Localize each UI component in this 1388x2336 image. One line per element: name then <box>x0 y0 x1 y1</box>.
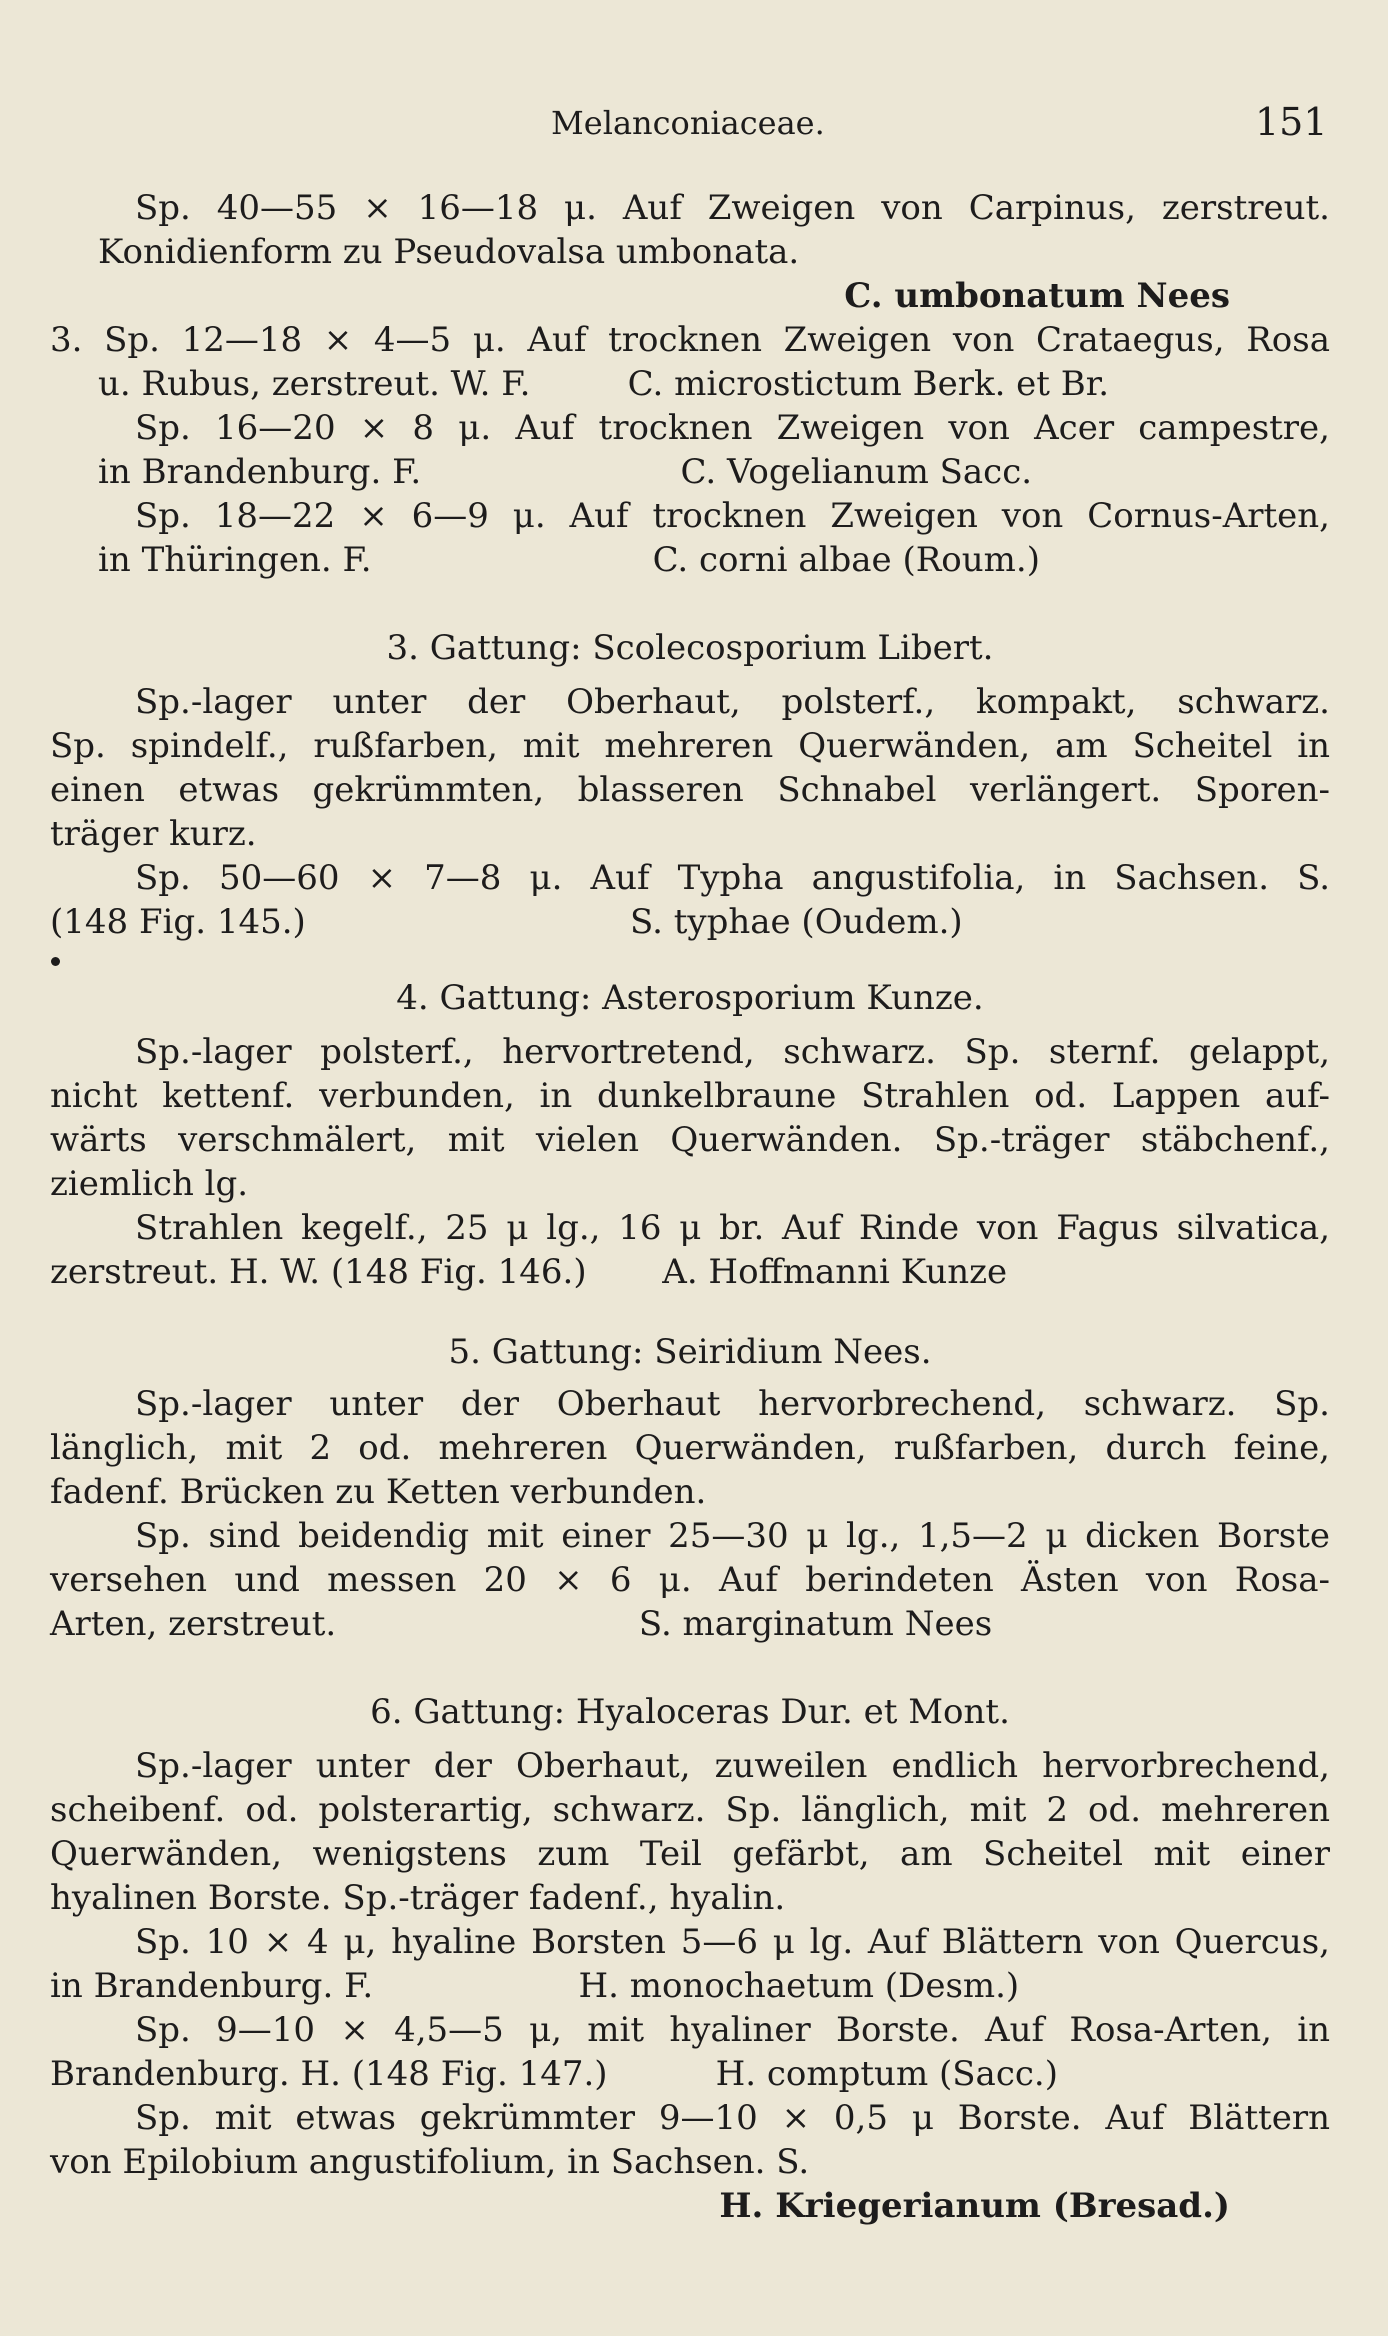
text-line: Sp. 18—22 × 6—9 μ. Auf trocknen Zweigen von Cornus-Arten, <box>135 496 1330 536</box>
text-line: in Thüringen. F. C. corni albae (Roum.) <box>98 540 1040 580</box>
ink-dot <box>51 957 60 966</box>
text-line: länglich, mit 2 od. mehreren Querwänden, rußfarben, durch feine, <box>50 1428 1330 1468</box>
text-line: einen etwas gekrümmten, blasseren Schnabel verlängert. Sporen- <box>50 770 1330 810</box>
text-line: Sp. sind beidendig mit einer 25—30 μ lg., 1,5—2 μ dicken Borste <box>135 1516 1330 1556</box>
text-line: Strahlen kegelf., 25 μ lg., 16 μ br. Auf Rinde von Fagus silvatica, <box>135 1208 1330 1248</box>
text-line: von Epilobium angustifolium, in Sachsen. S. <box>50 2142 810 2182</box>
text-line: in Brandenburg. F. H. monochaetum (Desm.) <box>50 1966 1020 2006</box>
text-line: Sp. mit etwas gekrümmter 9—10 × 0,5 μ Borste. Auf Blättern <box>135 2098 1330 2138</box>
text-line: Sp. 9—10 × 4,5—5 μ, mit hyaliner Borste. Auf Rosa-Arten, in <box>135 2010 1330 2050</box>
running-title: Melanconiaceae. <box>551 104 825 142</box>
text-line: Sp. 16—20 × 8 μ. Auf trocknen Zweigen von Acer campestre, <box>135 408 1330 448</box>
text-line: scheibenf. od. polsterartig, schwarz. Sp. länglich, mit 2 od. mehreren <box>50 1790 1330 1830</box>
text-line: (148 Fig. 145.) S. typhae (Oudem.) <box>50 902 963 942</box>
text-line: 3. Sp. 12—18 × 4—5 μ. Auf trocknen Zweigen von Crataegus, Rosa <box>50 320 1330 360</box>
text-line: fadenf. Brücken zu Ketten verbunden. <box>50 1472 707 1512</box>
text-line: zerstreut. H. W. (148 Fig. 146.) A. Hoffmanni Kunze <box>50 1252 1008 1292</box>
text-line: versehen und messen 20 × 6 μ. Auf berindeten Ästen von Rosa- <box>50 1560 1330 1600</box>
text-line: Arten, zerstreut. S. marginatum Nees <box>50 1604 993 1644</box>
text-line: Sp. spindelf., rußfarben, mit mehreren Querwänden, am Scheitel in <box>50 726 1330 766</box>
genus-heading: 5. Gattung: Seiridium Nees. <box>448 1332 932 1372</box>
text-line: nicht kettenf. verbunden, in dunkelbraune Strahlen od. Lappen auf- <box>50 1076 1330 1116</box>
text-line: ziemlich lg. <box>50 1164 249 1204</box>
text-line: Querwänden, wenigstens zum Teil gefärbt, am Scheitel mit einer <box>50 1834 1330 1874</box>
species-name: C. umbonatum Nees <box>844 276 1230 316</box>
text-line: wärts verschmälert, mit vielen Querwänden. Sp.-träger stäbchenf., <box>50 1120 1330 1160</box>
text-line: Brandenburg. H. (148 Fig. 147.) H. comptum (Sacc.) <box>50 2054 1058 2094</box>
text-line: Sp. 10 × 4 μ, hyaline Borsten 5—6 μ lg. Auf Blättern von Quercus, <box>135 1922 1330 1962</box>
text-line: Sp.-lager unter der Oberhaut, zuweilen endlich hervorbrechend, <box>135 1746 1330 1786</box>
genus-heading: 3. Gattung: Scolecosporium Libert. <box>386 628 994 668</box>
text-line: Sp.-lager unter der Oberhaut hervorbrechend, schwarz. Sp. <box>135 1384 1330 1424</box>
text-line: Sp. 40—55 × 16—18 μ. Auf Zweigen von Carpinus, zerstreut. <box>135 188 1330 228</box>
genus-heading: 6. Gattung: Hyaloceras Dur. et Mont. <box>370 1692 1010 1732</box>
text-line: Konidienform zu Pseudovalsa umbonata. <box>98 232 800 272</box>
text-line: in Brandenburg. F. C. Vogelianum Sacc. <box>98 452 1033 492</box>
text-line: u. Rubus, zerstreut. W. F. C. microstictum Berk. et Br. <box>98 364 1110 404</box>
text-line: träger kurz. <box>50 814 257 854</box>
text-line: Sp.-lager polsterf., hervortretend, schwarz. Sp. sternf. gelappt, <box>135 1032 1330 1072</box>
genus-heading: 4. Gattung: Asterosporium Kunze. <box>396 978 984 1018</box>
species-name: H. Kriegerianum (Bresad.) <box>719 2186 1230 2226</box>
text-line: hyalinen Borste. Sp.-träger fadenf., hyalin. <box>50 1878 786 1918</box>
page-number: 151 <box>1255 100 1328 144</box>
text-line: Sp.-lager unter der Oberhaut, polsterf., kompakt, schwarz. <box>135 682 1330 722</box>
text-line: Sp. 50—60 × 7—8 μ. Auf Typha angustifolia, in Sachsen. S. <box>135 858 1330 898</box>
